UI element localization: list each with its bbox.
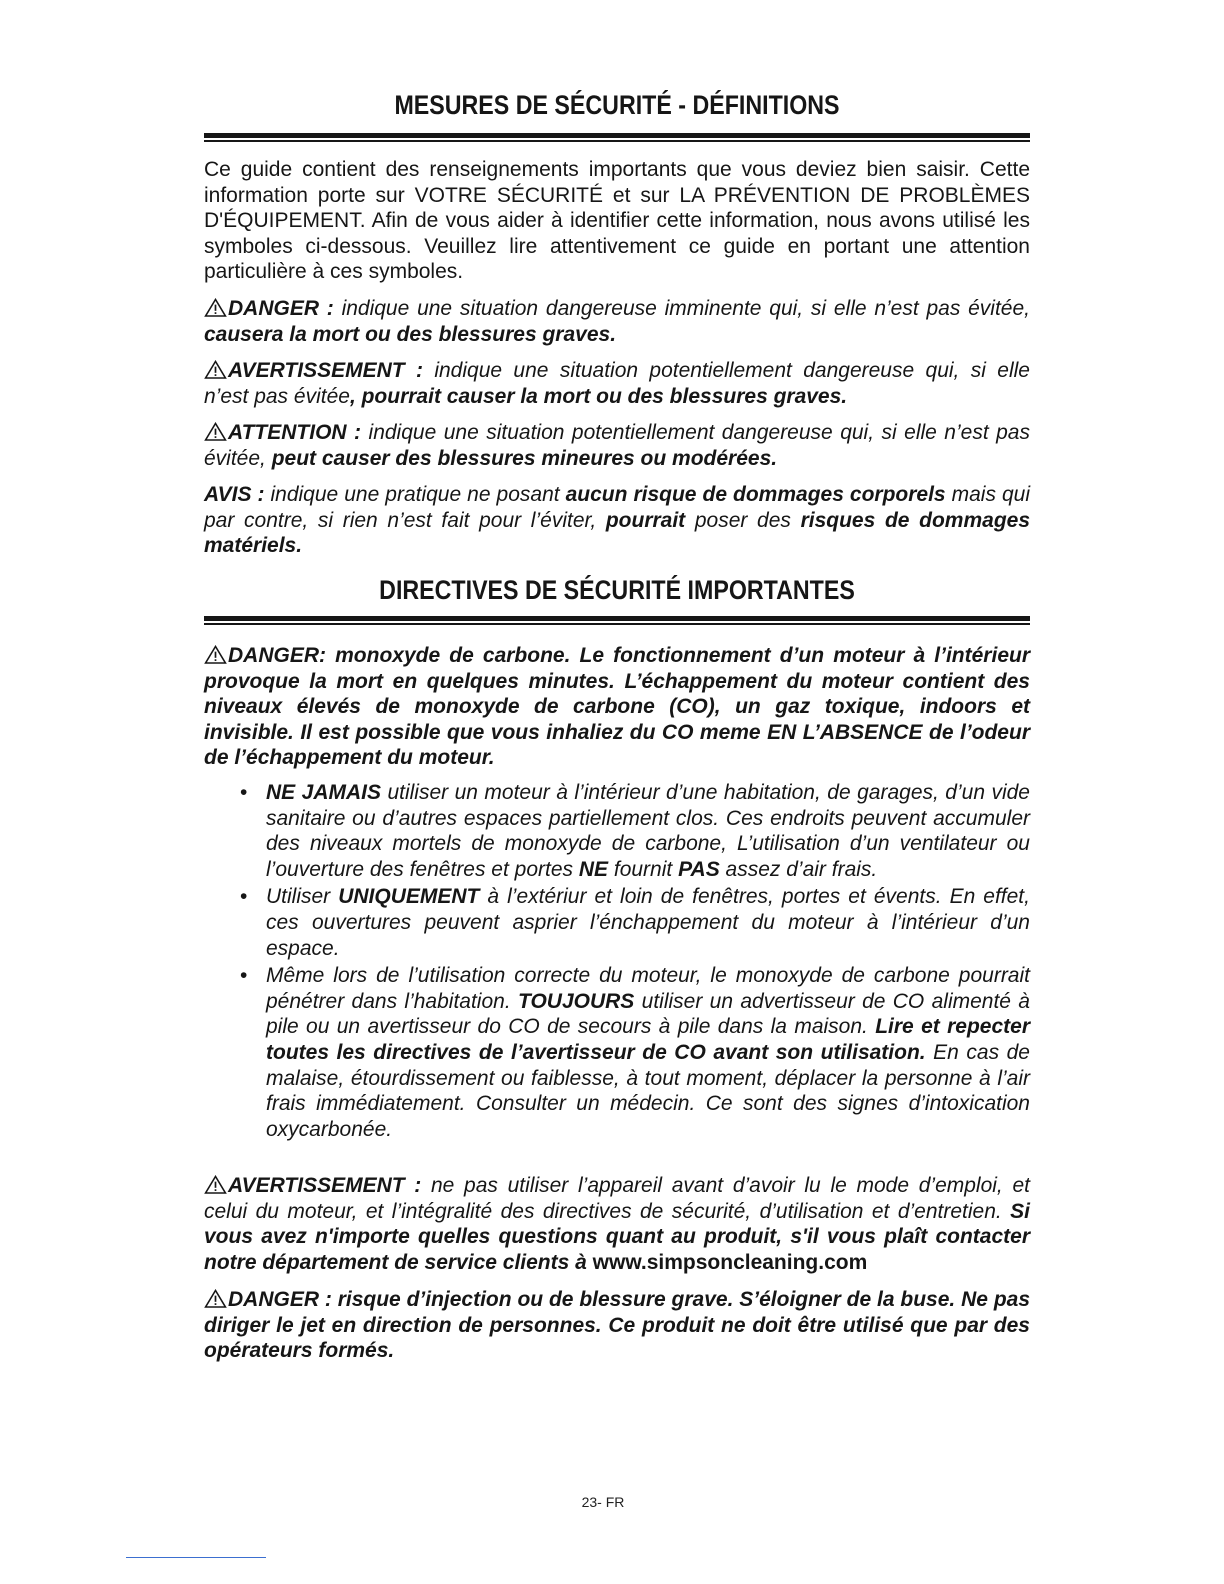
warning-label: AVERTISSEMENT : [228, 359, 423, 382]
warning-triangle-icon [204, 645, 227, 664]
warning-triangle-icon [204, 360, 227, 379]
section-title-definitions: MESURES DE SÉCURITÉ - DÉFINITIONS [394, 90, 840, 120]
website-link[interactable]: www.simpsoncleaning.com [592, 1250, 868, 1274]
title-rule [204, 133, 1030, 142]
title-rule [204, 616, 1030, 625]
definition-caution: ATTENTION : indique une situation potentiellement dangereuse qui, si elle n’est pas évitée, peut causer des blessures mineures ou modérées. [204, 421, 1030, 470]
intro-paragraph: Ce guide contient des renseignements importants que vous deviez bien saisir. Cette information porte sur VOTRE SÉCURITÉ et sur LA PRÉVENTION DE PROBLÈMES D'ÉQUIPEMENT. Afin de vous aider à identifier cette information, nous avons utilisé les symboles ci-dessous. Veuillez lire attentivement ce guide en portant une attention particulière à ces symboles. [204, 158, 1030, 284]
danger-label: DANGER : [228, 297, 334, 320]
definition-danger: DANGER : indique une situation dangereuse imminente qui, si elle n’est pas évitée, causera la mort ou des blessures graves. [204, 297, 1030, 346]
definition-notice: AVIS : indique une pratique ne posant aucun risque de dommages corporels mais qui par contre, si rien n’est fait pour l’éviter, pourrait poser des risques de dommages matériels. [204, 483, 1031, 558]
definition-warning: AVERTISSEMENT : indique une situation potentiellement dangereuse qui, si elle n’est pas évitée, pourrait causer la mort ou des blessures graves. [204, 359, 1030, 408]
warning-triangle-icon [204, 1289, 227, 1308]
warning-triangle-icon [204, 1175, 227, 1194]
warning-paragraph: AVERTISSEMENT : ne pas utiliser l’appareil avant d’avoir lu le mode d’emploi, et celui du moteur, et l’intégralité des directives de sécurité, d’utilisation et d’entretien. Si vous avez n'importe quelles questions quant au produit, s'il vous plaît contacter notre département de service clients à www.simpsoncleaning.com [204, 1174, 1030, 1274]
injection-danger-paragraph: DANGER : risque d’injection ou de blessure grave. S’éloigner de la buse. Ne pas diriger le jet en direction de personnes. Ce produit ne doit être utilisé que par des opérateurs formés. [204, 1288, 1030, 1363]
list-item: • Utiliser UNIQUEMENT à l’extériur et loin de fenêtres, portes et évents. En effet, ces ouvertures peuvent asprier l’énchappement du moteur à l’intérieur d’un espace. [240, 885, 1030, 960]
caution-label: ATTENTION : [228, 421, 362, 444]
divider [126, 1557, 266, 1558]
page-number: 23- FR [581, 1494, 625, 1510]
section-title-directives: DIRECTIVES DE SÉCURITÉ IMPORTANTES [379, 575, 855, 605]
list-item: • Même lors de l’utilisation correcte du moteur, le monoxyde de carbone pourrait pénétrer dans l’habitation. TOUJOURS utiliser un advertisseur de CO alimenté à pile ou un avertisseur do CO de secours à pile dans la maison. Lire et repecter toutes les directives de l’avertisseur de CO avant son utilisation. En cas de malaise, étourdissement ou faiblesse, à tout moment, déplacer la personne à l’air frais immédiatement. Consulter un médecin. Ce sont des signes d’intoxication oxycarbonée. [240, 964, 1030, 1141]
notice-label: AVIS : [204, 483, 265, 506]
co-danger-paragraph: DANGER: monoxyde de carbone. Le fonctionnement d’un moteur à l’intérieur provoque la mort en quelques minutes. L’échappement du moteur contient des niveaux élevés de monoxyde de carbone (CO), un gaz toxique, indoors et invisible. Il est possible que vous inhaliez du CO meme EN L’ABSENCE de l’odeur de l’échappement du moteur. [204, 644, 1030, 770]
warning-triangle-icon [204, 422, 227, 441]
warning-triangle-icon [204, 298, 227, 317]
co-safety-list [204, 780, 1030, 1144]
list-item: • NE JAMAIS utiliser un moteur à l’intérieur d’une habitation, de garages, d’un vide sanitaire ou d’autres espaces partiellement clos. Ces endroits peuvent accumuler des niveaux mortels de monoxyde de carbone, L’utilisation d’un ventilateur ou l’ouverture des fenêtres et portes NE fournit PAS assez d’air frais. [240, 781, 1030, 881]
